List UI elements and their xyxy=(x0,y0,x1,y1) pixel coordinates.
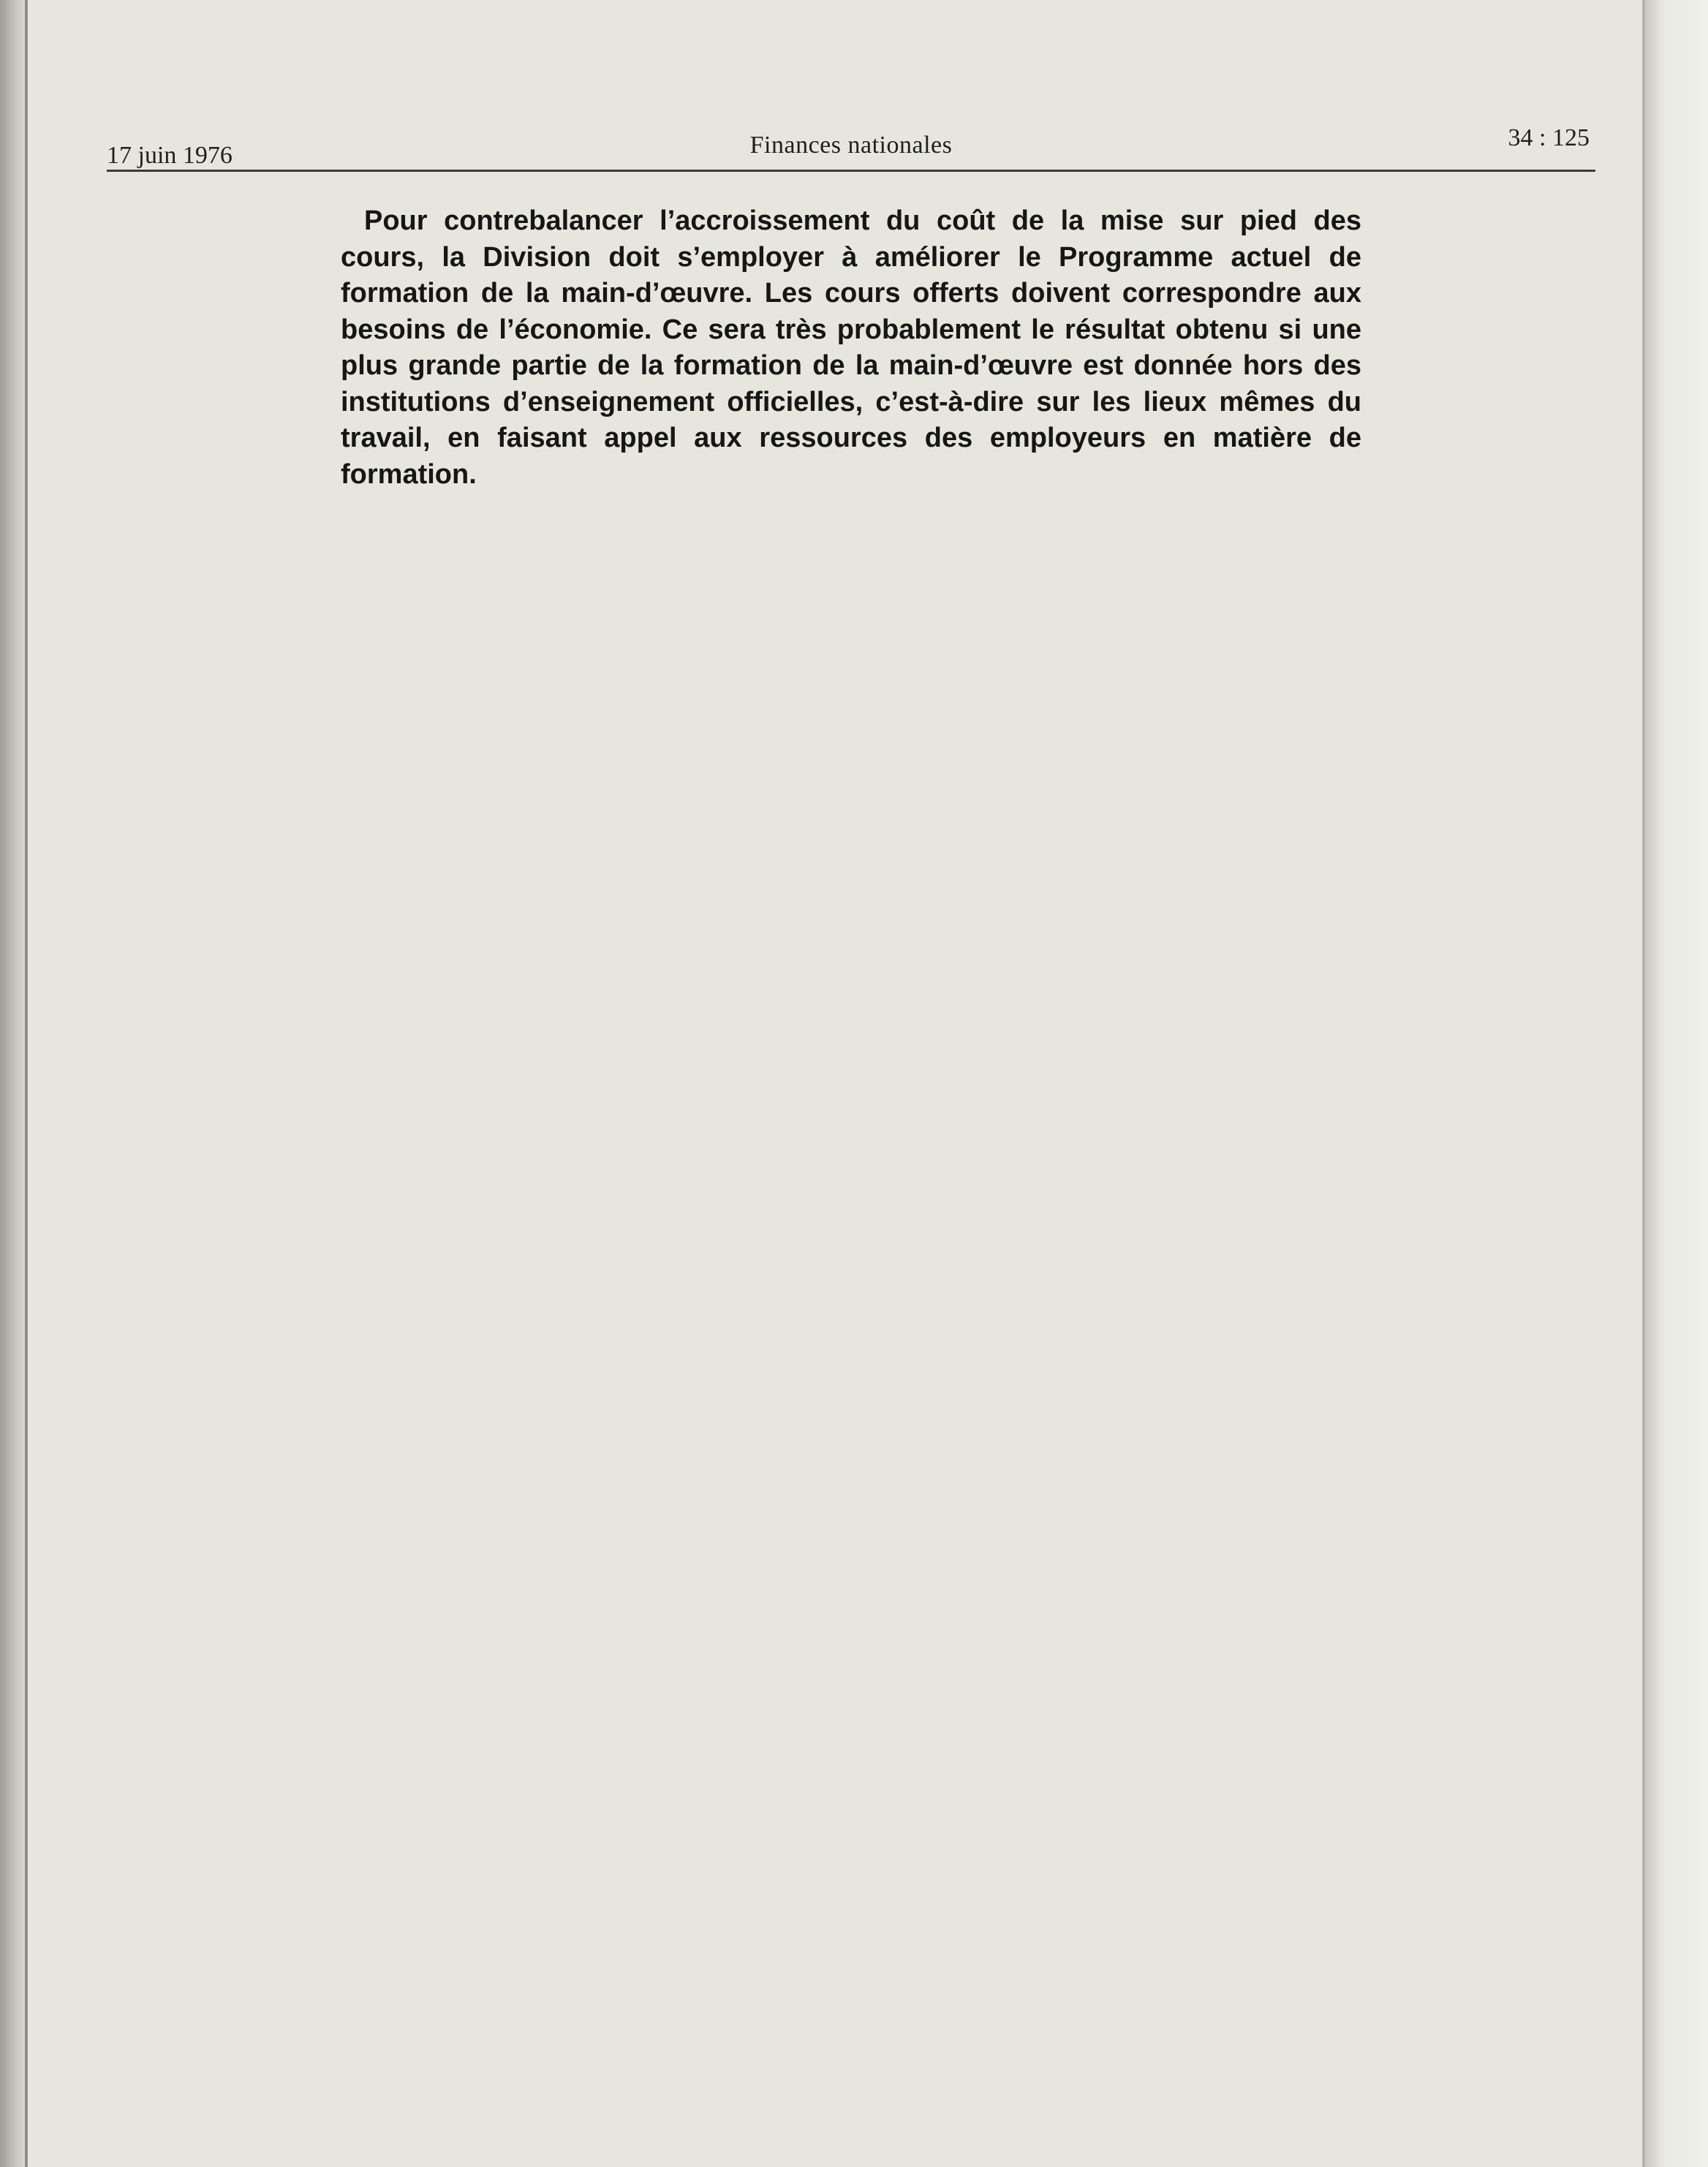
header-page-number: 34 : 125 xyxy=(1508,124,1590,151)
scan-left-edge xyxy=(0,0,25,2167)
scan-right-edge xyxy=(1645,0,1708,2167)
header-date: 17 juin 1976 xyxy=(107,142,233,169)
header-title: Finances nationales xyxy=(749,132,953,159)
body-paragraph: Pour contrebalancer l’accroissement du coût de la mise sur pied des cours, la Division doit s’employer à améliorer le Programme actuel de formation de la main-d’œuvre. Les cours offerts doivent correspondre aux besoins de l’économie. Ce sera très probablement le résultat obtenu si une plus grande partie de la formation de la main-d’œuvre est donnée hors des institutions d’enseignement officielles, c’est-à-dire sur les lieux mêmes du travail, en faisant appel aux ressources des employeurs en matière de formation. xyxy=(341,205,1361,490)
page-header xyxy=(107,124,1595,172)
reverse-page-show-through xyxy=(336,512,1375,1901)
